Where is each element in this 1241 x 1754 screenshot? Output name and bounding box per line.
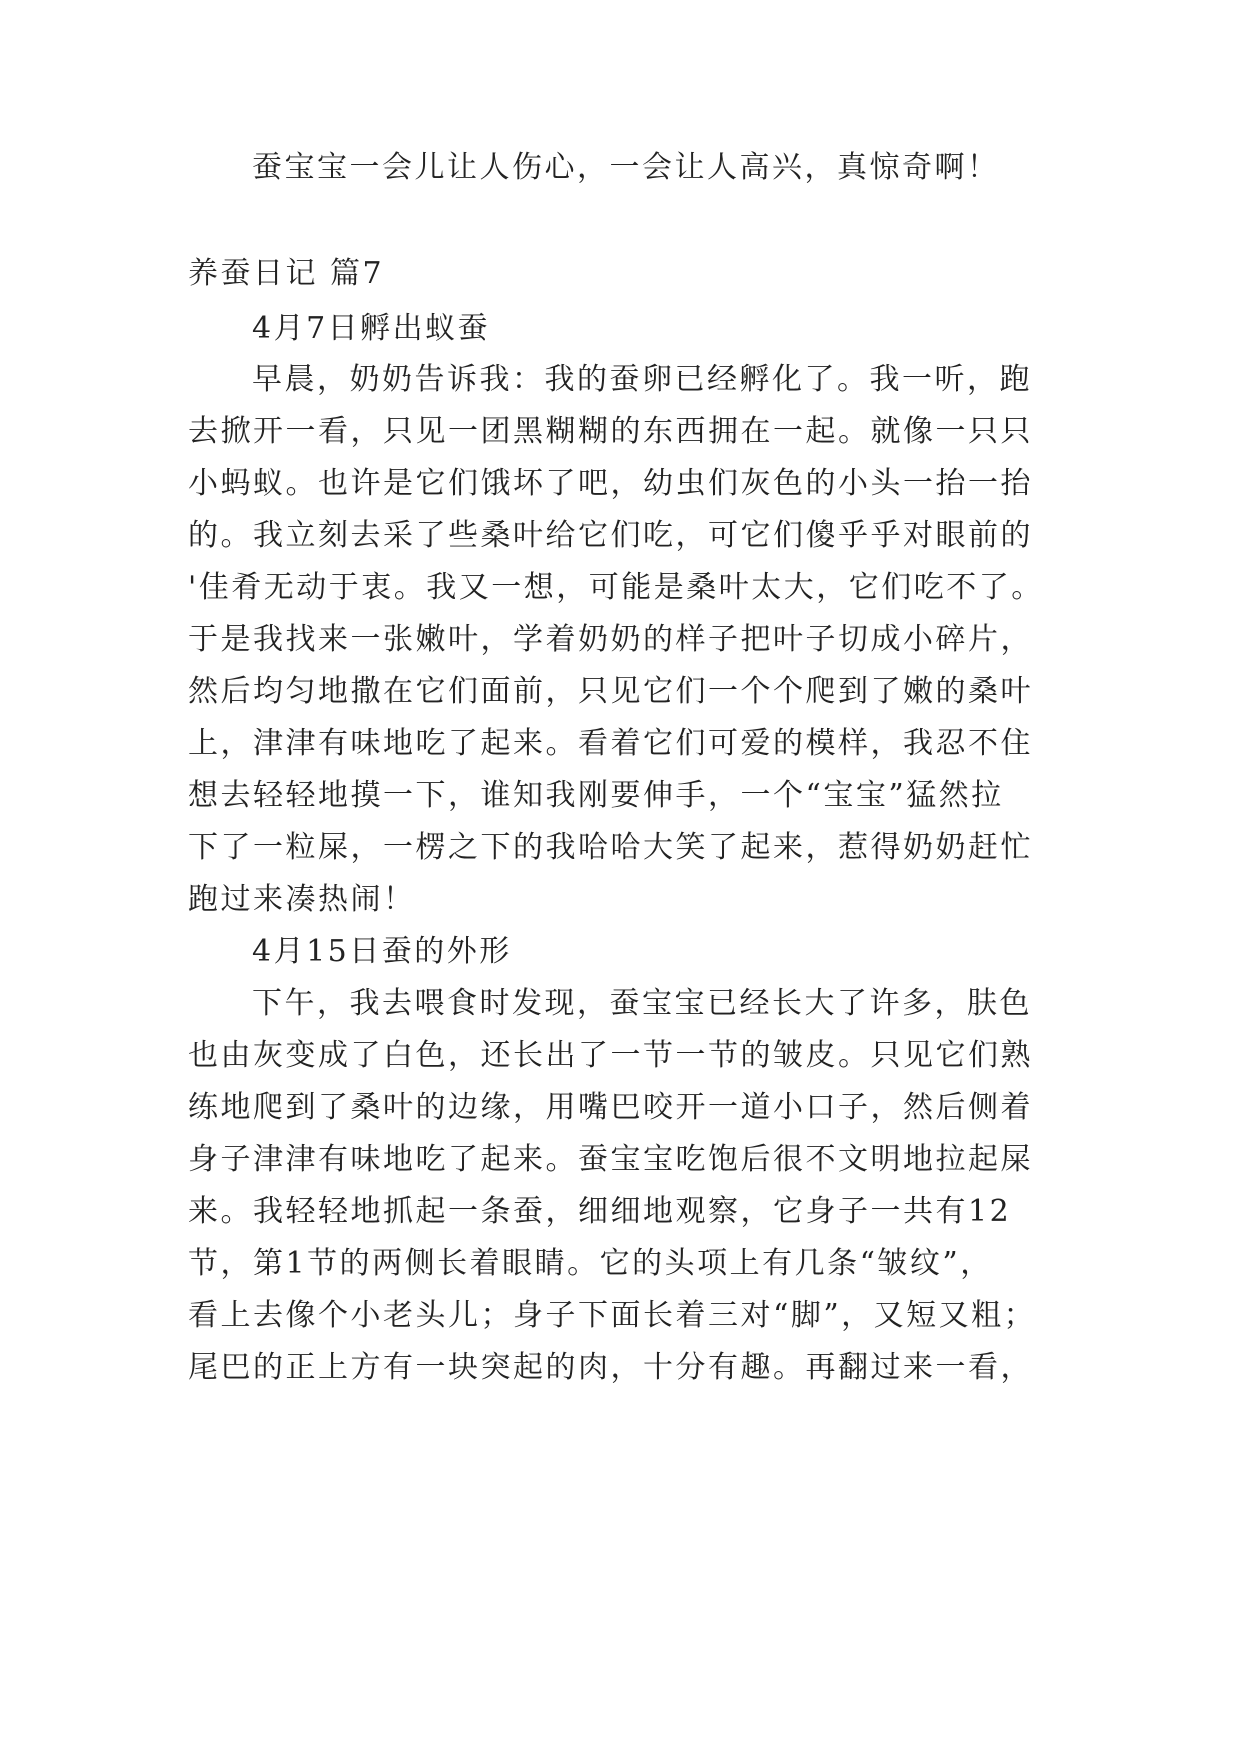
entry1-line: 跑过来凑热闹！: [188, 882, 416, 917]
entry2-line: 尾巴的正上方有一块突起的肉，十分有趣。再翻过来一看，: [188, 1350, 1033, 1385]
entry1-line: 的。我立刻去采了些桑叶给它们吃，可它们傻乎乎对眼前的: [188, 518, 1033, 553]
entry1-line: 想去轻轻地摸一下，谁知我刚要伸手，一个“宝宝”猛然拉: [188, 778, 1004, 813]
entry1-line: '佳肴无动于衷。我又一想，可能是桑叶太大，它们吃不了。: [188, 570, 1044, 605]
entry2-line: 身子津津有味地吃了起来。蚕宝宝吃饱后很不文明地拉起屎: [188, 1142, 1033, 1177]
entry2-line: 也由灰变成了白色，还长出了一节一节的皱皮。只见它们熟: [188, 1038, 1033, 1073]
entry2-line: 节，第1节的两侧长着眼睛。它的头项上有几条“皱纹”，: [188, 1246, 993, 1281]
entry1-line: 去掀开一看，只见一团黑糊糊的东西拥在一起。就像一只只: [188, 414, 1033, 449]
entry2-date-heading: 4月15日蚕的外形: [252, 934, 512, 969]
entry2-line: 下午，我去喂食时发现，蚕宝宝已经长大了许多，肤色: [252, 986, 1032, 1021]
entry1-line: 下了一粒屎，一楞之下的我哈哈大笑了起来，惹得奶奶赶忙: [188, 830, 1033, 865]
entry1-line: 小蚂蚁。也许是它们饿坏了吧，幼虫们灰色的小头一抬一抬: [188, 466, 1033, 501]
entry2-line: 来。我轻轻地抓起一条蚕，细细地观察，它身子一共有12: [188, 1194, 1012, 1229]
entry1-line: 上，津津有味地吃了起来。看着它们可爱的模样，我忍不住: [188, 726, 1033, 761]
intro-line: 蚕宝宝一会儿让人伤心，一会让人高兴，真惊奇啊！: [252, 150, 1000, 185]
section-title: 养蚕日记 篇7: [188, 256, 385, 291]
entry2-line: 练地爬到了桑叶的边缘，用嘴巴咬开一道小口子，然后侧着: [188, 1090, 1033, 1125]
entry1-line: 然后均匀地撒在它们面前，只见它们一个个爬到了嫩的桑叶: [188, 674, 1033, 709]
entry1-date-heading: 4月7日孵出蚁蚕: [252, 311, 491, 346]
entry2-line: 看上去像个小老头儿；身子下面长着三对“脚”，又短又粗；: [188, 1298, 1037, 1333]
entry1-line: 早晨，奶奶告诉我：我的蚕卵已经孵化了。我一听，跑: [252, 362, 1032, 397]
entry1-line: 于是我找来一张嫩叶，学着奶奶的样子把叶子切成小碎片，: [188, 622, 1033, 657]
